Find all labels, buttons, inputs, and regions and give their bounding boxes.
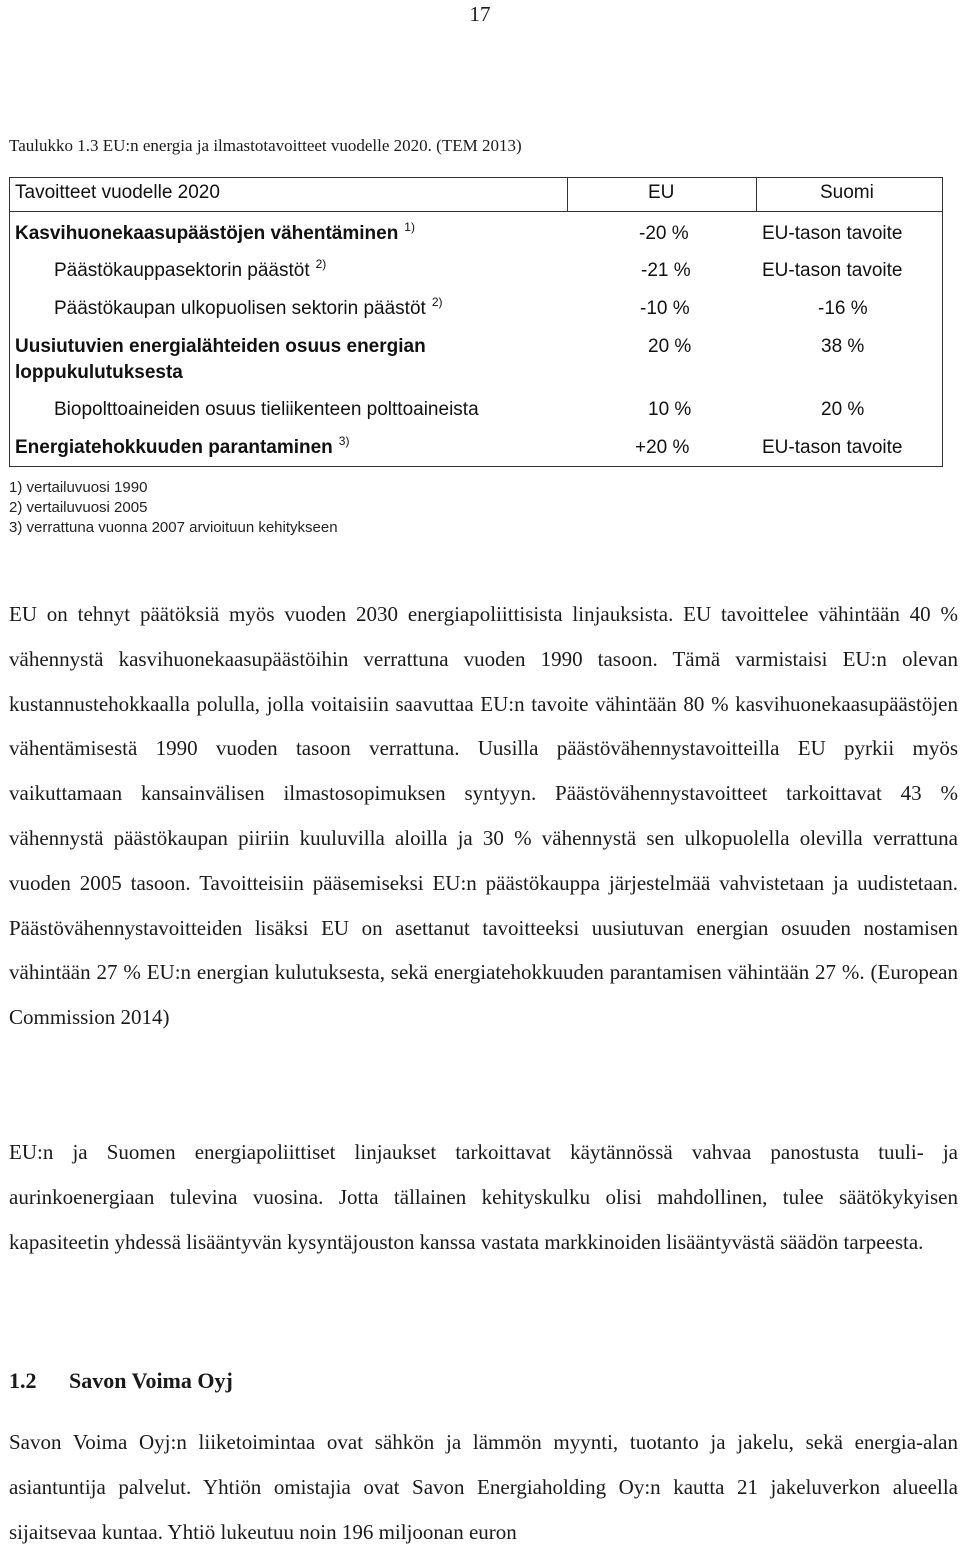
body-paragraph: EU:n ja Suomen energiapoliittiset linjaukset tarkoittavat käytännössä vahvaa panostusta tuuli- ja aurinkoenergiaan tulevina vuosina. Jotta tällainen kehityskulku olisi mahdollinen, tulee säätökykyisen kapasiteetin yhdessä lisääntyvän kysyntäjouston kanssa vastata markkinoiden lisääntyvästä säädön tarpeesta. <box>9 1140 958 1254</box>
row-label-text: Päästökauppasektorin päästöt <box>54 260 310 281</box>
header-divider <box>756 178 757 211</box>
footnote: 3) verrattuna vuonna 2007 arvioituun kehitykseen <box>9 519 338 536</box>
body-paragraph: Savon Voima Oyj:n liiketoimintaa ovat sähkön ja lämmön myynti, tuotanto ja jakelu, sekä energia-alan asiantuntija palvelut. Yhtiön omistajia ovat Savon Energiaholding Oy:n kautta 21 jakeluverkon alueella sijaitsevaa kuntaa. Yhtiö lukeutuu noin 196 miljoonan euron <box>9 1430 958 1544</box>
row-fi-value: EU-tason tavoite <box>762 223 903 244</box>
row-label-text: Kasvihuonekaasupäästöjen vähentäminen <box>15 223 399 244</box>
row-eu-value: +20 % <box>635 437 690 458</box>
row-fi-value: -16 % <box>818 298 868 319</box>
row-fi-value: EU-tason tavoite <box>762 260 903 281</box>
row-label-continuation: loppukulutuksesta <box>15 362 183 383</box>
row-label: Uusiutuvien energialähteiden osuus energian <box>15 336 426 357</box>
row-eu-value: -21 % <box>641 260 691 281</box>
row-label: Biopolttoaineiden osuus tieliikenteen polttoaineista <box>54 399 479 420</box>
row-label-text: Energiatehokkuuden parantaminen <box>15 437 333 458</box>
header-rule <box>10 211 942 212</box>
section-title: Savon Voima Oyj <box>69 1368 233 1393</box>
page-number: 17 <box>469 2 491 26</box>
row-eu-value: 10 % <box>648 399 692 420</box>
row-label <box>15 434 350 459</box>
targets-table <box>9 177 943 467</box>
footnote: 1) vertailuvuosi 1990 <box>9 479 148 496</box>
footnote: 2) vertailuvuosi 2005 <box>9 499 148 516</box>
footnote-marker: 3) <box>338 434 350 448</box>
row-fi-value: 20 % <box>821 399 865 420</box>
row-label <box>54 257 327 282</box>
section-heading <box>9 1368 233 1394</box>
row-label <box>54 295 443 320</box>
footnote-marker: 2) <box>431 295 443 309</box>
row-fi-value: 38 % <box>821 336 865 357</box>
header-eu: EU <box>648 182 675 203</box>
header-divider <box>567 178 568 211</box>
footnote-marker: 2) <box>315 257 327 271</box>
row-label-text: Päästökaupan ulkopuolisen sektorin päästöt <box>54 298 426 319</box>
footnote-marker: 1) <box>404 220 415 234</box>
table-caption: Taulukko 1.3 EU:n energia ja ilmastotavoitteet vuodelle 2020. (TEM 2013) <box>9 136 522 155</box>
section-number: 1.2 <box>9 1368 37 1393</box>
row-eu-value: 20 % <box>648 336 692 357</box>
table-footnotes <box>9 478 338 538</box>
body-paragraph: EU on tehnyt päätöksiä myös vuoden 2030 energiapoliittisista linjauksista. EU tavoittelee vähintään 40 % vähennystä kasvihuonekaasupäästöihin verrattuna vuoden 1990 tasoon. Tämä varmistaisi EU:n olevan kustannustehokkaalla polulla, jolla voitaisiin saavuttaa EU:n tavoite vähintään 80 % kasvihuonekaasupäästöjen vähentämisestä 1990 vuoden tasoon verrattuna. Uusilla päästövähennystavoitteilla EU pyrkii myös vaikuttamaan kansainvälisen ilmastosopimuksen syntyyn. Päästövähennystavoitteet tarkoittavat 43 % vähennystä päästökaupan piiriin kuuluvilla aloilla ja 30 % vähennystä sen ulkopuolella olevilla verrattuna vuoden 2005 tasoon. Tavoitteisiin pääsemiseksi EU:n päästökauppa järjestelmää vahvistetaan ja uudistetaan. Päästövähennystavoitteiden lisäksi EU on asettanut tavoitteeksi uusiutuvan energian osuuden nostamisen vähintään 27 % EU:n energian kulutuksesta, sekä energiatehokkuuden parantamisen vähintään 27 %. (European Commission 2014) <box>9 602 958 1030</box>
header-goals: Tavoitteet vuodelle 2020 <box>15 182 220 203</box>
row-fi-value: EU-tason tavoite <box>762 437 903 458</box>
row-eu-value: -10 % <box>640 298 690 319</box>
header-finland: Suomi <box>820 182 874 203</box>
row-eu-value: -20 % <box>639 223 689 244</box>
row-label <box>15 220 415 245</box>
